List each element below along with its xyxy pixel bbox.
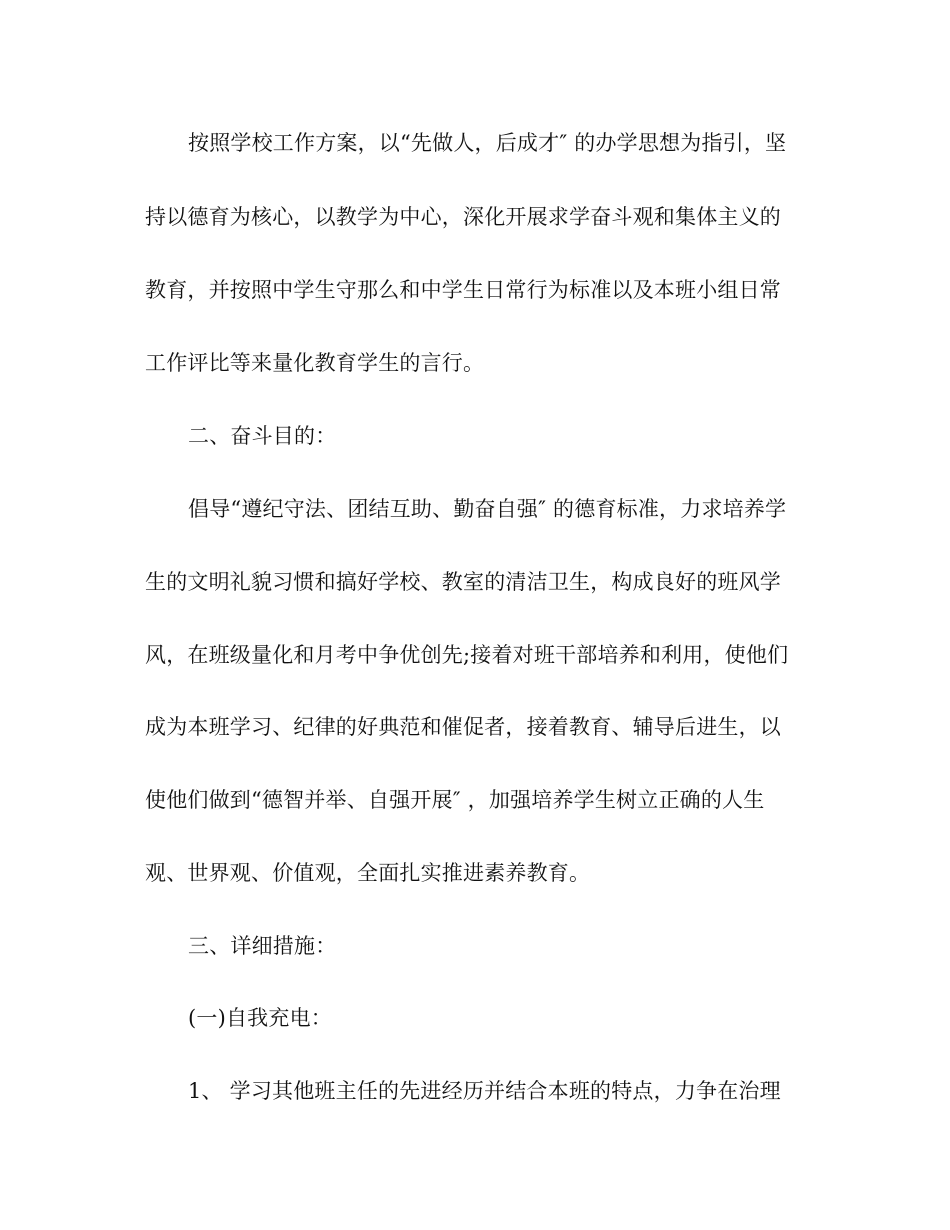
subsection-heading-self-charge: (一)自我充电： (188, 1006, 332, 1030)
paragraph-line-6: 生的文明礼貌习惯和搞好学校、教室的清洁卫生，构成良好的班风学 (145, 570, 781, 594)
section-heading-measures: 三、详细措施： (188, 934, 337, 958)
list-item-1: 1、 学习其他班主任的先进经历并结合本班的特点，力争在治理 (188, 1079, 781, 1103)
paragraph-line-1: 按照学校工作方案，以“先做人，后成才″ 的办学思想为指引，坚 (188, 131, 787, 155)
paragraph-line-10: 观、世界观、价值观，全面扎实推进素养教育。 (145, 861, 591, 885)
paragraph-line-2: 持以德育为核心，以教学为中心，深化开展求学奋斗观和集体主义的 (145, 205, 781, 229)
section-heading-goals: 二、奋斗目的： (188, 424, 337, 448)
paragraph-line-8: 成为本班学习、纪律的好典范和催促者，接着教育、辅导后进生，以 (145, 715, 781, 739)
paragraph-line-7: 风，在班级量化和月考中争优创先;接着对班干部培养和利用，使他们 (145, 643, 789, 667)
paragraph-line-4: 工作评比等来量化教育学生的言行。 (145, 351, 485, 375)
paragraph-line-9: 使他们做到“德智并举、自强开展″ ，加强培养学生树立正确的人生 (145, 788, 765, 812)
paragraph-line-5: 倡导“遵纪守法、团结互助、勤奋自强″ 的德育标准，力求培养学 (188, 497, 787, 521)
paragraph-line-3: 教育，并按照中学生守那么和中学生日常行为标准以及本班小组日常 (145, 278, 781, 302)
